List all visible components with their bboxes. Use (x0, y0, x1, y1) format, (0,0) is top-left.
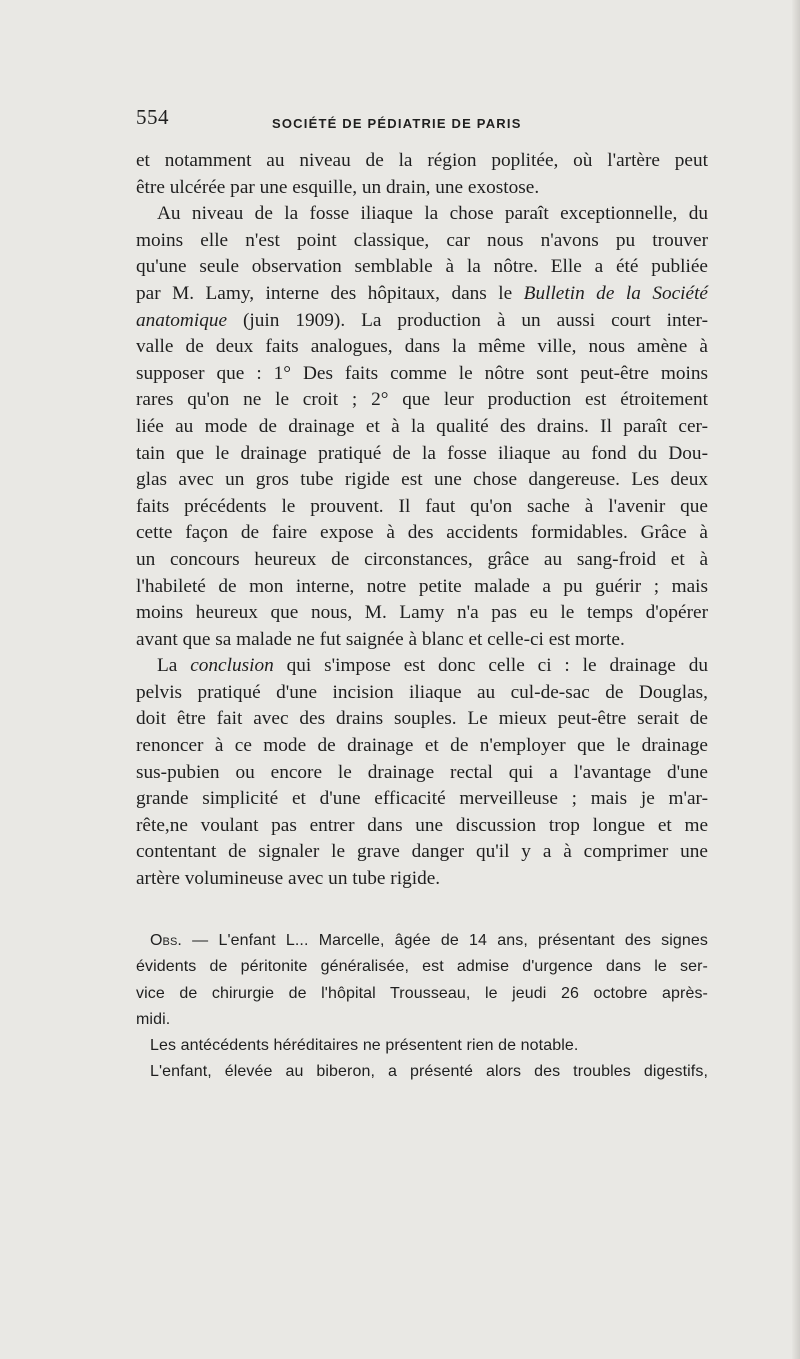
text-line: tain que le drainage pratiqué de la fosse iliaque au fond du Dou- (136, 442, 708, 464)
page-number: 554 (136, 105, 169, 129)
text-fragment: — L'enfant L... Marcelle, âgée de 14 ans, présentant des signes (181, 932, 708, 949)
text-line: l'habileté de mon interne, notre petite malade a pu guérir ; mais (136, 575, 708, 597)
main-text (136, 148, 708, 893)
text-line: faits précédents le prouvent. Il faut qu'on sache à l'avenir que (136, 495, 708, 517)
observation-line: L'enfant, élevée au biberon, a présenté alors des troubles digestifs, (150, 1063, 708, 1081)
text-line: moins heureux que nous, M. Lamy n'a pas eu le temps d'opérer (136, 602, 708, 624)
text-fragment: La (157, 655, 191, 677)
journal-title-italic: anatomique (136, 309, 228, 331)
text-line: sus-pubien ou encore le drainage rectal qui a l'avantage d'une (136, 761, 708, 783)
observation-line: vice de chirurgie de l'hôpital Trousseau, le jeudi 26 octobre après- (136, 984, 708, 1002)
text-line (136, 653, 708, 680)
text-line: cette façon de faire expose à des accidents formidables. Grâce à (136, 522, 708, 544)
observation-line: Les antécédents héréditaires ne présentent rien de notable. (150, 1037, 579, 1055)
text-line: grande simplicité et d'une efficacité merveilleuse ; mais je m'ar- (136, 788, 708, 810)
text-fragment: qui s'impose est donc celle ci : le drainage du (273, 655, 708, 677)
text-line: valle de deux faits analogues, dans la même ville, nous amène à (136, 336, 708, 358)
text-line: pelvis pratiqué d'une incision iliaque au cul-de-sac de Douglas, (136, 681, 708, 703)
text-line (136, 281, 708, 308)
text-line: moins elle n'est point classique, car nous n'avons pu trouver (136, 229, 708, 251)
text-line: supposer que : 1° Des faits comme le nôtre sont peut-être moins (136, 362, 708, 384)
text-line: rête,ne voulant pas entrer dans une discussion trop longue et me (136, 814, 708, 836)
text-line: Au niveau de la fosse iliaque la chose paraît exceptionnelle, du (157, 203, 708, 225)
observation-block (136, 928, 708, 1086)
text-line: liée au mode de drainage et à la qualité des drains. Il paraît cer- (136, 415, 708, 437)
text-line: être ulcérée par une esquille, un drain, une exostose. (136, 176, 540, 198)
text-line: rares qu'on ne le croit ; 2° que leur production est étroitement (136, 389, 708, 411)
text-line: glas avec un gros tube rigide est une chose dangereuse. Les deux (136, 469, 708, 491)
text-line: et notamment au niveau de la région poplitée, où l'artère peut (136, 150, 708, 171)
text-line: avant que sa malade ne fut saignée à blanc et celle-ci est morte. (136, 628, 625, 650)
journal-title-italic: Bulletin de la Société (523, 282, 708, 304)
observation-line: évidents de péritonite généralisée, est admise d'urgence dans le ser- (136, 958, 708, 976)
running-head (136, 105, 708, 131)
text-line (136, 308, 708, 335)
running-title: SOCIÉTÉ DE PÉDIATRIE DE PARIS (272, 116, 522, 131)
text-line: un concours heureux de circonstances, grâce au sang-froid et à (136, 548, 708, 570)
text-line: contentant de signaler le grave danger qu'il y a à comprimer une (136, 841, 708, 863)
observation-line (136, 928, 708, 954)
text-line: qu'une seule observation semblable à la nôtre. Elle a été publiée (136, 256, 708, 278)
observation-line: midi. (136, 1010, 171, 1028)
text-fragment: par M. Lamy, interne des hôpitaux, dans le (136, 282, 524, 304)
text-line: renoncer à ce mode de drainage et de n'employer que le drainage (136, 735, 708, 757)
conclusion-italic: conclusion (190, 655, 274, 677)
text-line: artère volumineuse avec un tube rigide. (136, 868, 441, 890)
observation-label: Obs. (150, 932, 182, 949)
text-line: doit être fait avec des drains souples. Le mieux peut-être serait de (136, 708, 708, 730)
scan-edge-shadow (792, 0, 800, 1359)
text-fragment: (juin 1909). La production à un aussi court inter- (243, 309, 708, 331)
